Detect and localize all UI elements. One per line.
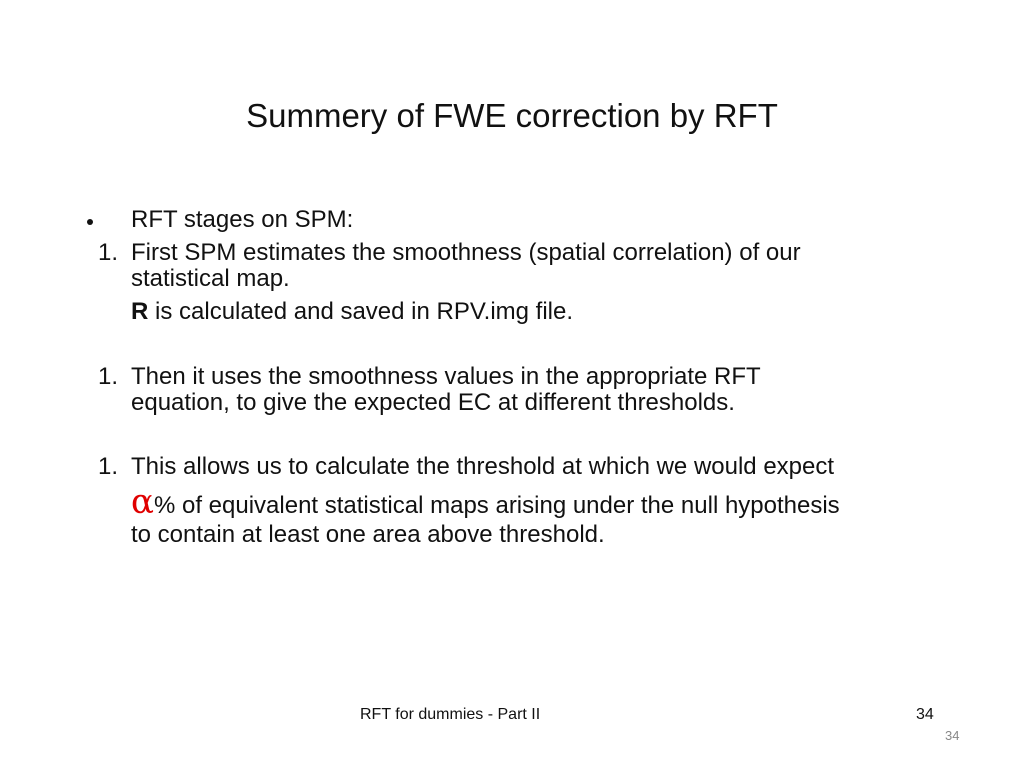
list-item-note-text: is calculated and saved in RPV.img file. bbox=[148, 298, 574, 325]
page-number: 34 bbox=[916, 706, 934, 723]
alpha-symbol: α bbox=[131, 482, 154, 522]
list-item-line-text: % of equivalent statistical maps arising under the null hypothesis bbox=[153, 492, 840, 519]
r-symbol: R bbox=[131, 298, 149, 325]
list-item-line: Then it uses the smoothness values in the appropriate RFT bbox=[131, 363, 761, 390]
list-marker: 1. bbox=[98, 239, 119, 266]
list-item-line-alpha bbox=[131, 482, 840, 522]
list-marker: 1. bbox=[98, 363, 119, 390]
list-item-line: This allows us to calculate the threshold at which we would expect bbox=[131, 453, 835, 480]
list-item-line: First SPM estimates the smoothness (spatial correlation) of our bbox=[131, 239, 801, 266]
list-marker: 1. bbox=[98, 453, 119, 480]
list-item-heading: RFT stages on SPM: bbox=[131, 206, 354, 233]
list-item-line: statistical map. bbox=[131, 265, 290, 292]
list-item-line: to contain at least one area above threshold. bbox=[131, 521, 605, 548]
page-number-small: 34 bbox=[945, 728, 960, 743]
list-item-note bbox=[131, 299, 573, 325]
list-item-line: equation, to give the expected EC at different thresholds. bbox=[131, 389, 735, 416]
bullet-dot-icon bbox=[87, 219, 93, 225]
slide-title: Summery of FWE correction by RFT bbox=[246, 97, 778, 134]
footer-text: RFT for dummies - Part II bbox=[360, 706, 541, 723]
